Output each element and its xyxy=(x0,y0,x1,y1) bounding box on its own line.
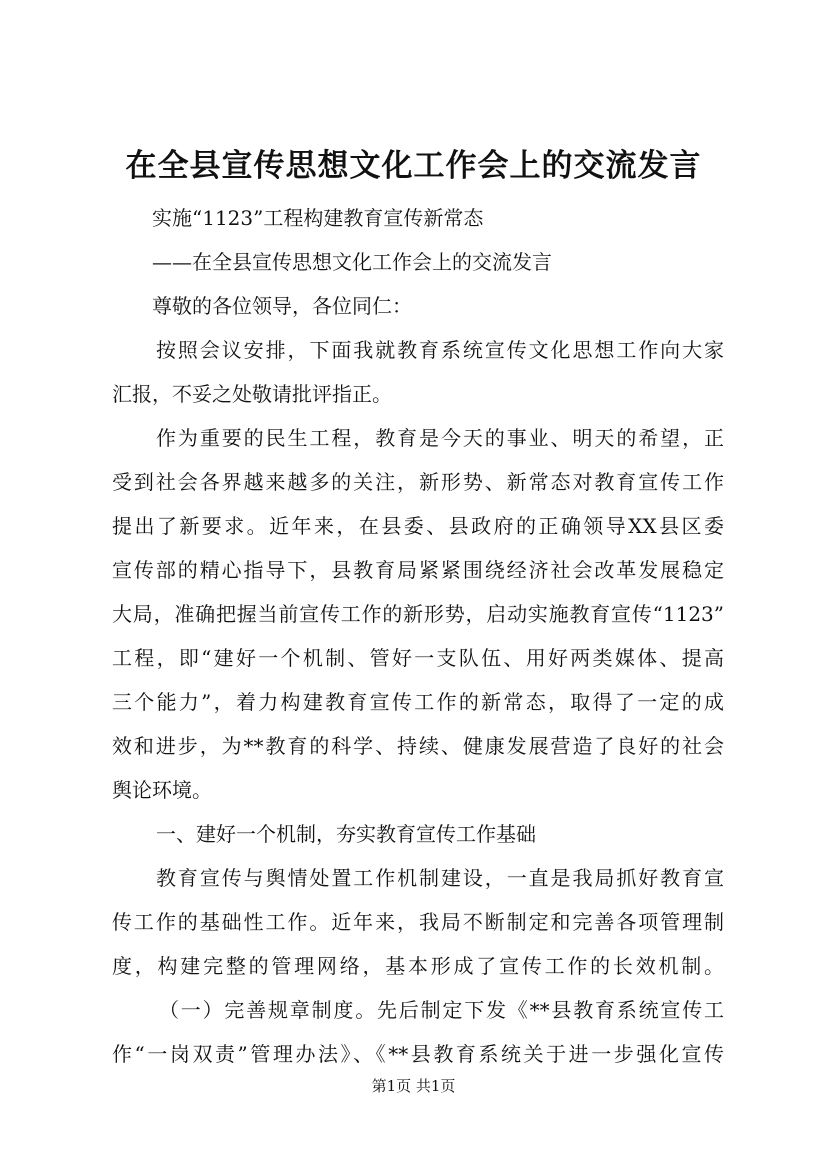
paragraph-line: 大局，准确把握当前宣传工作的新形势，启动实施教育宣传“1123” xyxy=(112,602,724,626)
paragraph-line: 受到社会各界越来越多的关注，新形势、新常态对教育宣传工作 xyxy=(112,470,724,494)
paragraph-line: 作“一岗双责”管理办法》、《**县教育系统关于进一步强化宣传 xyxy=(112,1042,724,1066)
document-subtitle: 实施“1123”工程构建教育宣传新常态 xyxy=(152,206,484,230)
paragraph-line: 教育宣传与舆情处置工作机制建设，一直是我局抓好教育宣 xyxy=(156,866,724,890)
paragraph-line: 按照会议安排，下面我就教育系统宣传文化思想工作向大家 xyxy=(156,338,724,362)
paragraph-line: 效和进步，为**教育的科学、持续、健康发展营造了良好的社会 xyxy=(112,734,724,758)
paragraph-line: 舆论环境。 xyxy=(112,778,212,802)
document-subtitle-secondary: ——在全县宣传思想文化工作会上的交流发言 xyxy=(152,250,552,274)
document-body xyxy=(112,196,724,1076)
salutation: 尊敬的各位领导，各位同仁： xyxy=(152,294,412,318)
paragraph-line: 度，构建完整的管理网络，基本形成了宣传工作的长效机制。 xyxy=(112,954,724,978)
paragraph-line: 提出了新要求。近年来，在县委、县政府的正确领导XX县区委 xyxy=(112,514,724,538)
paragraph-line: 传工作的基础性工作。近年来，我局不断制定和完善各项管理制 xyxy=(112,910,724,934)
paragraph-line: 三个能力”，着力构建教育宣传工作的新常态，取得了一定的成 xyxy=(112,690,724,714)
page-footer: 第1页 共1页 xyxy=(371,1077,456,1095)
paragraph-line: 工程，即“建好一个机制、管好一支队伍、用好两类媒体、提高 xyxy=(112,646,724,670)
paragraph-line: 作为重要的民生工程，教育是今天的事业、明天的希望，正 xyxy=(156,426,724,450)
section-heading: 一、建好一个机制，夯实教育宣传工作基础 xyxy=(156,822,536,846)
document-title: 在全县宣传思想文化工作会上的交流发言 xyxy=(125,148,702,184)
paragraph-line: （一）完善规章制度。先后制定下发《**县教育系统宣传工 xyxy=(159,998,724,1022)
paragraph-line: 汇报，不妥之处敬请批评指正。 xyxy=(112,382,392,406)
paragraph-line: 宣传部的精心指导下，县教育局紧紧围绕经济社会改革发展稳定 xyxy=(112,558,724,582)
